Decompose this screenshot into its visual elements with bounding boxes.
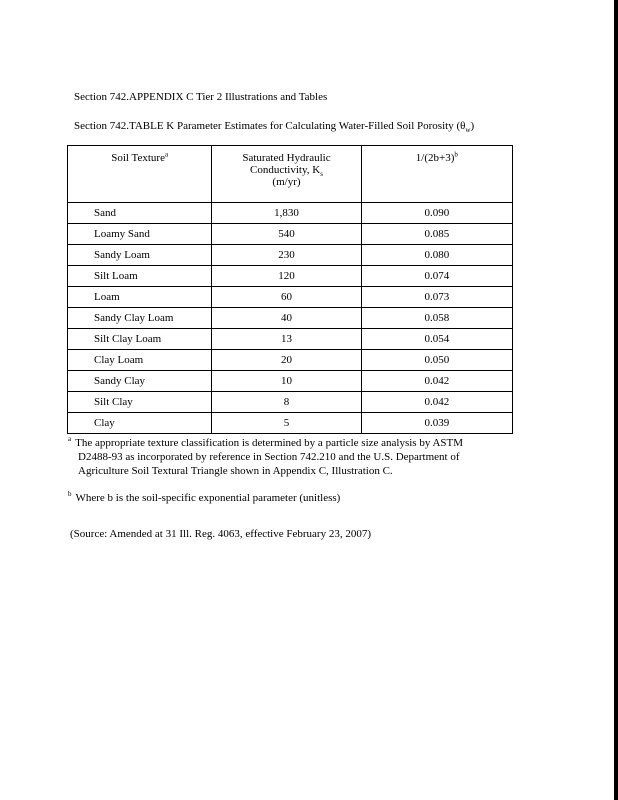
table-row	[68, 266, 513, 287]
header-conductivity-unit: (m/yr)	[272, 176, 301, 188]
header-exponent	[361, 146, 512, 203]
table-row	[68, 413, 513, 434]
cell-exponent: 0.042	[361, 392, 512, 413]
section-title: Section 742.APPENDIX C Tier 2 Illustrations and Tables	[74, 91, 328, 103]
parameter-table	[67, 145, 513, 434]
table-row	[68, 287, 513, 308]
table-row	[68, 224, 513, 245]
table-row	[68, 308, 513, 329]
header-soil-texture	[68, 146, 212, 203]
cell-exponent: 0.085	[361, 224, 512, 245]
cell-conductivity: 120	[212, 266, 361, 287]
cell-exponent: 0.058	[361, 308, 512, 329]
cell-soil-texture: Sandy Clay	[68, 371, 212, 392]
cell-conductivity: 5	[212, 413, 361, 434]
cell-soil-texture: Silt Clay	[68, 392, 212, 413]
header-soil-texture-label: Soil Texture	[111, 152, 165, 164]
header-texture-footnote-mark: a	[164, 150, 169, 159]
cell-conductivity: 8	[212, 392, 361, 413]
table-row	[68, 350, 513, 371]
cell-soil-texture: Sand	[68, 203, 212, 224]
cell-exponent: 0.039	[361, 413, 512, 434]
header-conductivity-line2-text: Conductivity, K	[250, 164, 321, 176]
cell-exponent: 0.054	[361, 329, 512, 350]
header-conductivity-line2	[212, 164, 360, 179]
cell-soil-texture: Sandy Loam	[68, 245, 212, 266]
footnote-b-mark: b	[68, 490, 72, 498]
footnote-a	[68, 436, 508, 478]
table-header-row	[68, 146, 513, 203]
cell-conductivity: 40	[212, 308, 361, 329]
cell-conductivity: 10	[212, 371, 361, 392]
header-hydraulic-conductivity	[212, 146, 361, 203]
cell-conductivity: 60	[212, 287, 361, 308]
table-row	[68, 203, 513, 224]
cell-soil-texture: Loam	[68, 287, 212, 308]
page-right-edge	[614, 0, 618, 800]
table-title-text: Section 742.TABLE K Parameter Estimates for Calculating Water-Filled Soil Porosity (θ	[74, 120, 466, 132]
cell-exponent: 0.090	[361, 203, 512, 224]
table-row	[68, 329, 513, 350]
table-row	[68, 245, 513, 266]
cell-exponent: 0.042	[361, 371, 512, 392]
source-note: (Source: Amended at 31 Ill. Reg. 4063, effective February 23, 2007)	[70, 528, 371, 540]
cell-conductivity: 230	[212, 245, 361, 266]
cell-exponent: 0.050	[361, 350, 512, 371]
table-row	[68, 371, 513, 392]
table-title-subscript: w	[465, 126, 471, 135]
cell-soil-texture: Clay	[68, 413, 212, 434]
cell-conductivity: 13	[212, 329, 361, 350]
cell-exponent: 0.074	[361, 266, 512, 287]
header-exponent-label: 1/(2b+3)	[415, 152, 455, 164]
footnote-b	[68, 491, 340, 505]
cell-exponent: 0.080	[361, 245, 512, 266]
cell-conductivity: 1,830	[212, 203, 361, 224]
header-conductivity-line1: Saturated Hydraulic	[242, 152, 331, 164]
footnote-a-line3: Agriculture Soil Textural Triangle shown in Appendix C, Illustration C.	[78, 465, 393, 477]
cell-soil-texture: Sandy Clay Loam	[68, 308, 212, 329]
cell-conductivity: 20	[212, 350, 361, 371]
header-conductivity-subscript: s	[320, 170, 323, 179]
table-title-close: )	[470, 120, 475, 132]
cell-soil-texture: Clay Loam	[68, 350, 212, 371]
footnote-a-mark: a	[68, 435, 72, 443]
cell-soil-texture: Silt Clay Loam	[68, 329, 212, 350]
cell-soil-texture: Loamy Sand	[68, 224, 212, 245]
footnote-a-line1: The appropriate texture classification is determined by a particle size analysis by ASTM	[75, 437, 464, 449]
footnote-a-line2: D2488-93 as incorporated by reference in Section 742.210 and the U.S. Department of	[78, 451, 460, 463]
table-row	[68, 392, 513, 413]
cell-conductivity: 540	[212, 224, 361, 245]
table-title	[74, 119, 474, 133]
parameter-table-container	[67, 145, 513, 434]
cell-soil-texture: Silt Loam	[68, 266, 212, 287]
header-exponent-footnote-mark: b	[454, 150, 458, 159]
cell-exponent: 0.073	[361, 287, 512, 308]
footnote-b-text: Where b is the soil-specific exponential parameter (unitless)	[75, 492, 341, 504]
